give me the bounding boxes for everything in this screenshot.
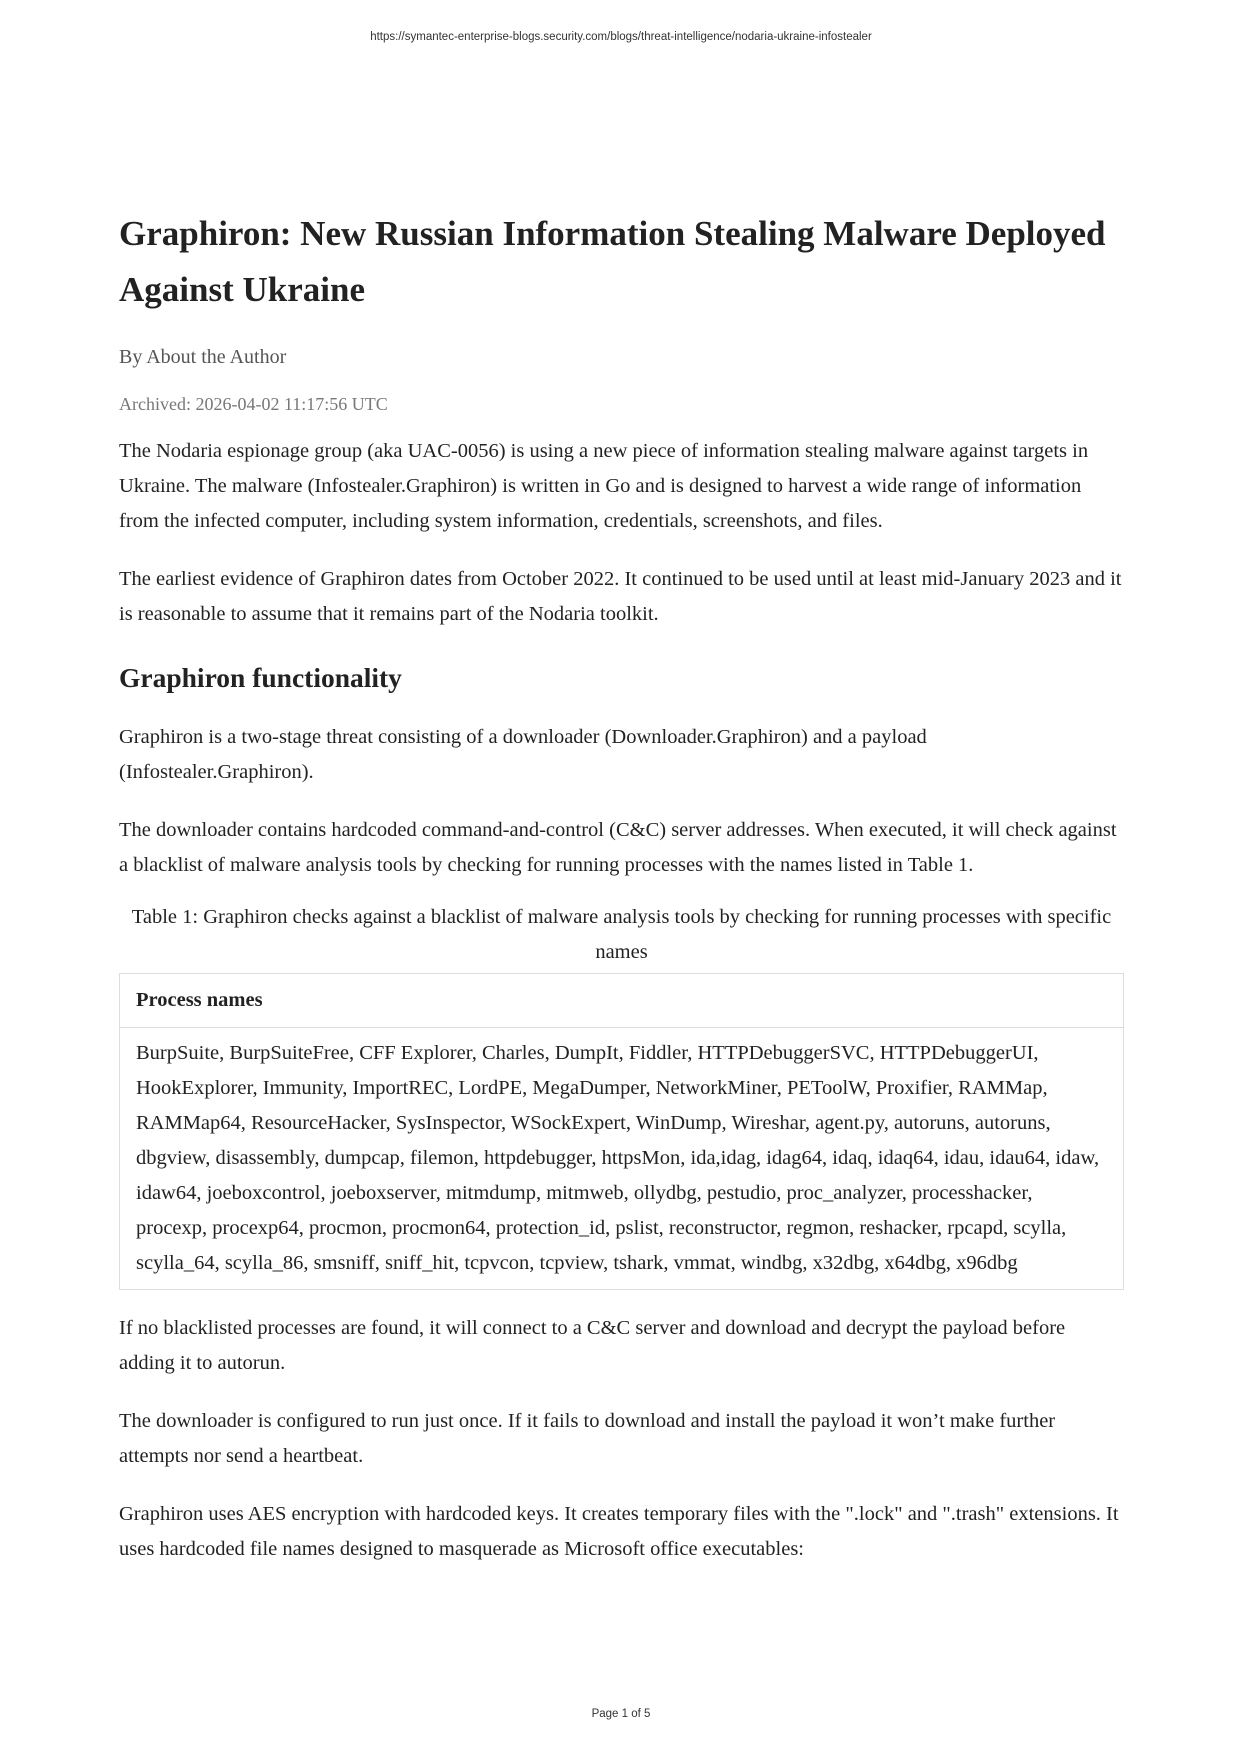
table-row <box>120 1028 1124 1290</box>
after-paragraph-1: If no blacklisted processes are found, it will connect to a C&C server and download and decrypt the payload before adding it to autorun. <box>119 1317 1066 1374</box>
intro-paragraph-1: The Nodaria espionage group (aka UAC-0056) is using a new piece of information stealing malware against targets in Ukraine. The malware (Infostealer.Graphiron) is written in Go and is designed to harvest a wide range of information from the infected computer, including system information, credentials, screenshots, and files. <box>119 440 1089 532</box>
section-heading: Graphiron functionality <box>119 662 402 693</box>
after-paragraph-2: The downloader is configured to run just once. If it fails to download and install the payload it won’t make further attempts nor send a heartbeat. <box>119 1410 1056 1467</box>
article <box>119 206 1124 1567</box>
table-caption: Table 1: Graphiron checks against a blacklist of malware analysis tools by checking for running processes with specific names <box>131 906 1112 963</box>
page-url: https://symantec-enterprise-blogs.security.com/blogs/threat-intelligence/nodaria-ukraine-infostealer <box>370 31 872 43</box>
section-paragraph-2: The downloader contains hardcoded command-and-control (C&C) server addresses. When executed, it will check against a blacklist of malware analysis tools by checking for running processes with the names listed in Table 1. <box>119 819 1117 876</box>
intro-paragraph-2: The earliest evidence of Graphiron dates from October 2022. It continued to be used until at least mid-January 2023 and it is reasonable to assume that it remains part of the Nodaria toolkit. <box>119 568 1122 625</box>
section-paragraph-1: Graphiron is a two-stage threat consisting of a downloader (Downloader.Graphiron) and a payload (Infostealer.Graphiron). <box>119 726 927 783</box>
article-title: Graphiron: New Russian Information Stealing Malware Deployed Against Ukraine <box>119 214 1106 309</box>
process-names-table <box>119 973 1124 1290</box>
archived-timestamp: Archived: 2026-04-02 11:17:56 UTC <box>119 394 388 414</box>
page-number: Page 1 of 5 <box>591 1708 651 1720</box>
table-header-row <box>120 974 1124 1028</box>
table-header-cell: Process names <box>120 974 1124 1028</box>
byline: By About the Author <box>119 346 287 368</box>
after-paragraph-3: Graphiron uses AES encryption with hardcoded keys. It creates temporary files with the ".lock" and ".trash" extensions. It uses hardcoded file names designed to masquerade as Microsoft office executables: <box>119 1503 1119 1560</box>
table-cell: BurpSuite, BurpSuiteFree, CFF Explorer, Charles, DumpIt, Fiddler, HTTPDebuggerSVC, HTTPDebuggerUI, HookExplorer, Immunity, ImportREC, LordPE, MegaDumper, NetworkMiner, PEToolW, Proxifier, RAMMap, RAMMap64, ResourceHacker, SysInspector, WSockExpert, WinDump, Wireshar, agent.py, autoruns, autoruns, dbgview, disassembly, dumpcap, filemon, httpdebugger, httpsMon, ida,idag, idag64, idaq, idaq64, idau, idau64, idaw, idaw64, joeboxcontrol, joeboxserver, mitmdump, mitmweb, ollydbg, pestudio, proc_analyzer, processhacker, procexp, procexp64, procmon, procmon64, protection_id, pslist, reconstructor, regmon, reshacker, rpcapd, scylla, scylla_64, scylla_86, smsniff, sniff_hit, tcpvcon, tcpview, tshark, vmmat, windbg, x32dbg, x64dbg, x96dbg <box>120 1028 1124 1290</box>
